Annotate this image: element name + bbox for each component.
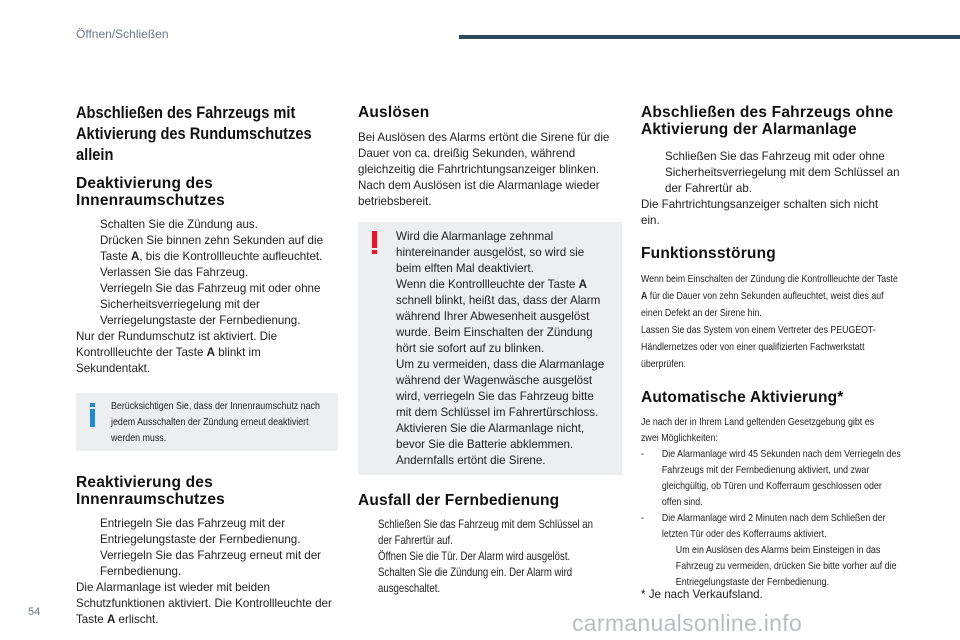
list-item: - Die Alarmanlage wird 2 Minuten nach dem Schließen der letzten Tür oder des Kofferraums aktiviert. bbox=[641, 513, 886, 540]
list-item: Schalten Sie die Zündung aus. bbox=[100, 218, 258, 231]
warning-text-3: Um zu vermeiden, dass die Alarmanlage während der Wagenwäsche ausgelöst wird, verriegeln Sie das Fahrzeug bitte mit dem Schlüssel im Fahrertürschloss. Aktivieren Sie die Alarmanlage nicht, bevor Sie die Batterie abklemmen. Andernfalls ertönt die Sirene. bbox=[396, 358, 605, 467]
no-alarm-steps bbox=[641, 149, 909, 197]
column-right bbox=[641, 104, 909, 591]
remote-failure-steps bbox=[358, 517, 622, 597]
deactivation-heading: Deaktivierung des Innenraumschutzes bbox=[76, 175, 225, 209]
trigger-text: Bei Auslösen des Alarms ertönt die Sirene für die Dauer von ca. dreißig Sekunden, während gleichzeitig die Fahrtrichtungsanzeiger blinken. Nach dem Auslösen ist die Alarmanlage wieder betriebsbereit. bbox=[358, 131, 610, 208]
deactivation-result: Nur der Rundumschutz ist aktiviert. Die Kontrollleuchte der Taste A blinkt im Sekundentakt. bbox=[76, 330, 278, 375]
malfunction-heading: Funktionsstörung bbox=[641, 245, 776, 262]
info-icon bbox=[90, 403, 95, 427]
no-alarm-result: Die Fahrtrichtungsanzeiger schalten sich nicht ein. bbox=[641, 198, 879, 227]
no-alarm-heading: Abschließen des Fahrzeugs ohne Aktivierung der Alarmanlage bbox=[641, 104, 894, 138]
remote-failure-heading: Ausfall der Fernbedienung bbox=[358, 492, 560, 509]
list-item: Schließen Sie das Fahrzeug mit dem Schlüssel an der Fahrertür auf. bbox=[378, 518, 594, 547]
list-item: Verlassen Sie das Fahrzeug. bbox=[100, 266, 249, 279]
dash-bullet-icon: - bbox=[641, 449, 644, 460]
list-item: Verriegeln Sie das Fahrzeug erneut mit der Fernbedienung. bbox=[100, 549, 322, 578]
auto-activation-intro: Je nach der in Ihrem Land geltenden Gesetzgebung gibt es zwei Möglichkeiten: bbox=[641, 417, 875, 444]
trigger-heading: Auslösen bbox=[358, 104, 430, 121]
warning-icon bbox=[372, 231, 377, 255]
list-item: Verriegeln Sie das Fahrzeug mit oder ohne Sicherheitsverriegelung mit der Verriegelungstaste der Fernbedienung. bbox=[100, 282, 321, 327]
list-item: Entriegeln Sie das Fahrzeug mit der Entriegelungstaste der Fernbedienung. bbox=[100, 517, 301, 546]
list-item: Drücken Sie binnen zehn Sekunden auf die Taste A, bis die Kontrollleuchte aufleuchtet. bbox=[100, 234, 324, 263]
warning-note bbox=[358, 222, 622, 475]
header-rule bbox=[459, 35, 960, 39]
warning-text-2: Wenn die Kontrollleuchte der Taste A schnell blinkt, heißt das, dass der Alarm während Ihrer Abwesenheit ausgelöst wurde. Beim Einschalten der Zündung hört sie sofort auf zu blinken. bbox=[396, 278, 601, 355]
column-middle bbox=[358, 104, 622, 597]
footnote: * Je nach Verkaufsland. bbox=[641, 588, 763, 601]
list-item: Öffnen Sie die Tür. Der Alarm wird ausgelöst. bbox=[378, 550, 571, 563]
page-title-line1: Abschließen des Fahrzeugs mit bbox=[76, 103, 296, 122]
malfunction-text: Wenn beim Einschalten der Zündung die Kontrollleuchte der Taste A für die Dauer von zehn Sekunden aufleuchtet, weist dies auf einen Defekt an der Sirene hin. Lassen Sie das System von einem Vertreter des PEUGEOT-Händlernetzes oder von einer qualifizierten Fachwerkstatt überprüfen. bbox=[641, 274, 898, 370]
column-left bbox=[76, 100, 338, 628]
auto-activation-body bbox=[641, 415, 902, 591]
auto-activation-heading: Automatische Aktivierung* bbox=[641, 389, 844, 406]
list-item: - Die Alarmanlage wird 45 Sekunden nach dem Verriegeln des Fahrzeugs mit der Fernbedienung aktiviert, und zwar gleichgültig, ob Türen und Kofferraum geschlossen oder offen sind. bbox=[641, 449, 901, 508]
list-item: Schließen Sie das Fahrzeug mit oder ohne Sicherheitsverriegelung mit dem Schlüssel an der Fahrertür ab. bbox=[665, 150, 900, 195]
page-title bbox=[76, 102, 334, 165]
dash-bullet-icon: - bbox=[641, 513, 644, 524]
watermark: carmanualsonline.info bbox=[572, 610, 803, 636]
reactivation-result: Die Alarmanlage ist wieder mit beiden Schutzfunktionen aktiviert. Die Kontrollleuchte der Taste A erlischt. bbox=[76, 581, 332, 626]
reactivation-heading: Reaktivierung des Innenraumschutzes bbox=[76, 474, 225, 508]
info-note bbox=[76, 393, 338, 451]
page-title-line2: Aktivierung des Rundumschutzes allein bbox=[76, 124, 312, 164]
list-item: Schalten Sie die Zündung ein. Der Alarm wird ausgeschaltet. bbox=[378, 566, 573, 595]
list-item: Um ein Auslösen des Alarms beim Einsteigen in das Fahrzeug zu vermeiden, drücken Sie bitte vorher auf die Entriegelungstaste der Fernbedienung. bbox=[675, 545, 897, 588]
section-title: Öffnen/Schließen bbox=[76, 27, 169, 41]
reactivation-steps bbox=[76, 516, 338, 580]
deactivation-steps bbox=[76, 217, 338, 329]
warning-text-1: Wird die Alarmanlage zehnmal hintereinander ausgelöst, so wird sie beim elften Mal deaktiviert. bbox=[396, 230, 585, 275]
page-number: 54 bbox=[28, 606, 41, 618]
info-note-text: Berücksichtigen Sie, dass der Innenraumschutz nach jedem Ausschalten der Zündung erneut deaktiviert werden muss. bbox=[111, 401, 320, 444]
